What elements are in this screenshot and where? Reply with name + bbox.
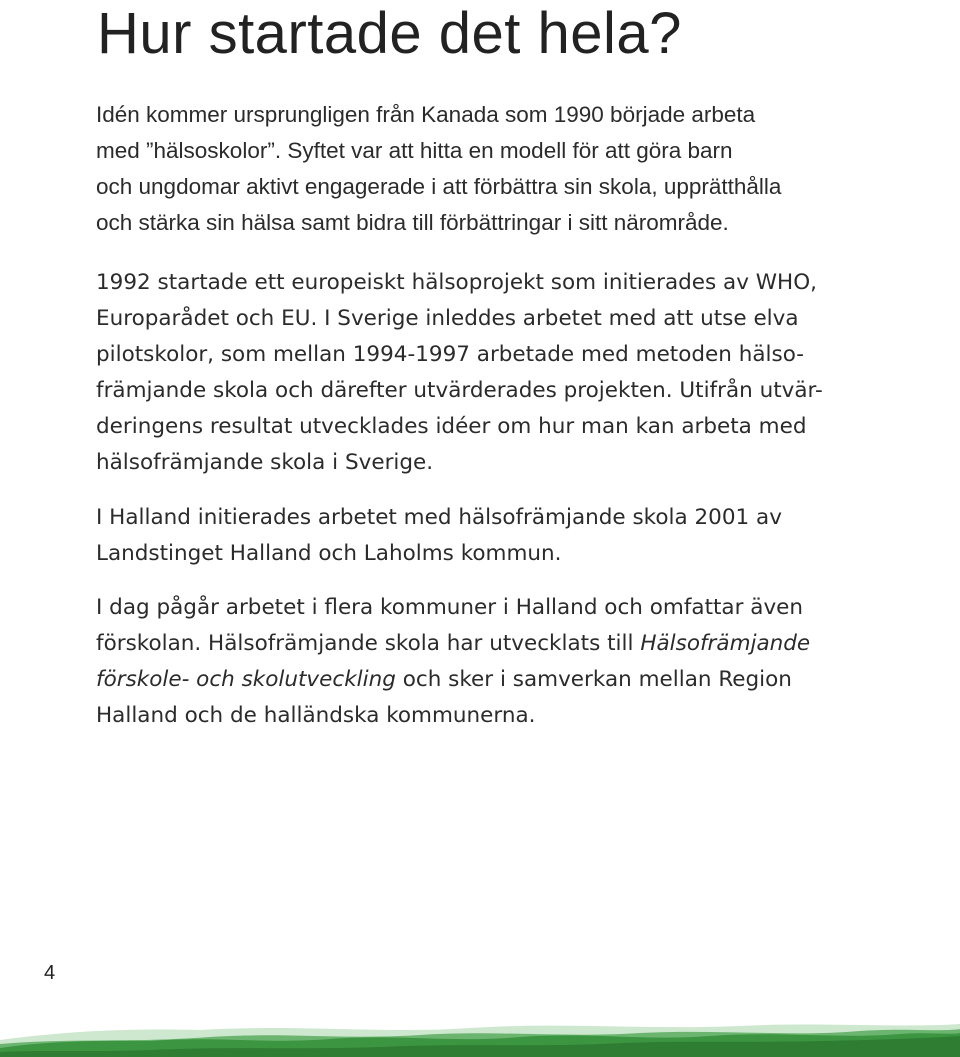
- text-line: med ”hälsoskolor”. Syftet var att hitta en modell för att göra barn: [96, 138, 733, 163]
- text-line: Landstinget Halland och Laholms kommun.: [96, 541, 562, 566]
- text-line: I Halland initierades arbetet med hälsofrämjande skola 2001 av: [96, 505, 782, 530]
- text-line: I dag pågår arbetet i flera kommuner i Halland och omfattar även: [96, 595, 804, 620]
- page-title: Hur startade det hela?: [97, 1, 682, 66]
- text-line: pilotskolor, som mellan 1994-1997 arbetade med metoden hälso-: [96, 342, 804, 367]
- italic-term: förskole- och skolutveckling: [96, 667, 396, 692]
- paragraph-halland: [96, 500, 856, 572]
- text-segment: förskolan. Hälsofrämjande skola har utvecklats till: [96, 631, 641, 656]
- text-line: och ungdomar aktivt engagerade i att förbättra sin skola, upprätthålla: [96, 174, 782, 199]
- italic-term: Hälsofrämjande: [640, 631, 811, 656]
- text-segment: och sker i samverkan mellan Region: [395, 667, 792, 692]
- text-line: 1992 startade ett europeiskt hälsoprojekt som initierades av WHO,: [96, 270, 817, 295]
- paragraph-today: [96, 590, 856, 734]
- text-line: Halland och de halländska kommunerna.: [96, 703, 536, 728]
- page-number: 4: [44, 962, 56, 984]
- text-line: [96, 662, 856, 698]
- text-line: främjande skola och därefter utvärderades projekten. Utifrån utvär-: [96, 378, 823, 403]
- paragraph-origin: [96, 97, 856, 241]
- text-line: [96, 626, 856, 662]
- paragraph-european-project: [96, 265, 856, 481]
- text-line: hälsofrämjande skola i Sverige.: [96, 450, 434, 475]
- green-brush-stroke: [0, 1010, 960, 1057]
- text-line: Idén kommer ursprungligen från Kanada som 1990 började arbeta: [96, 102, 756, 127]
- text-line: deringens resultat utvecklades idéer om hur man kan arbeta med: [96, 414, 807, 439]
- text-line: och stärka sin hälsa samt bidra till förbättringar i sitt närområde.: [96, 210, 729, 235]
- text-line: Europarådet och EU. I Sverige inleddes arbetet med att utse elva: [96, 306, 799, 331]
